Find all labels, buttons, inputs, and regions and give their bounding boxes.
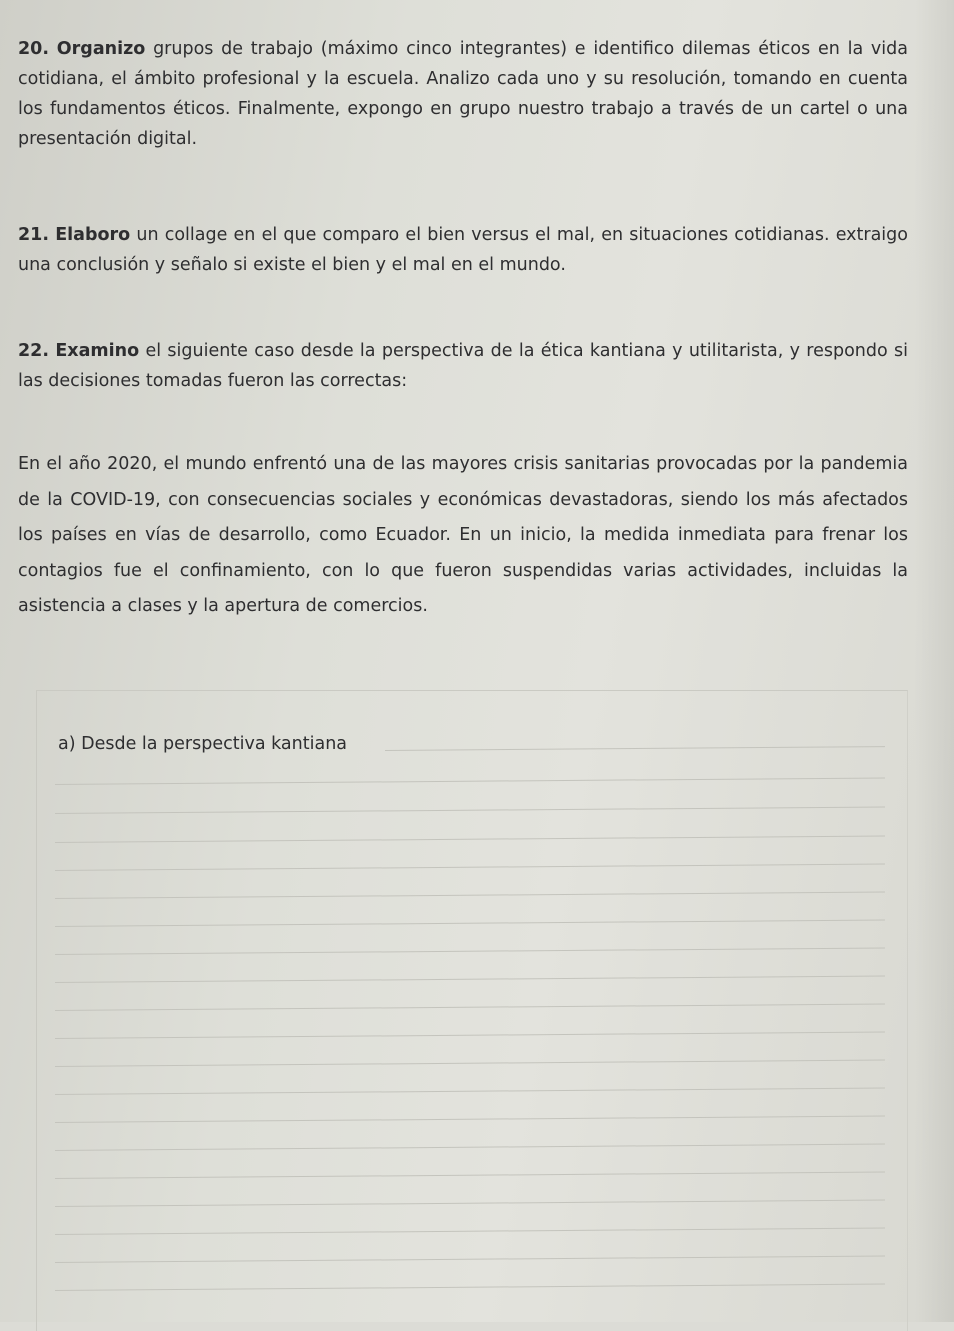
exercise-20 [18,34,908,154]
exercise-20-number: 20. [18,39,50,59]
exercise-20-text: grupos de trabajo (máximo cinco integrantes) e identifico dilemas éticos en la vida cotidiana, el ámbito profesional y la escuela. Analizo cada uno y su resolución, tomando en cuenta los fundamentos éticos. Finalmente, expongo en grupo nuestro trabajo a través de un cartel o una presentación digital. [18,39,908,149]
exercise-22-text: el siguiente caso desde la perspectiva de la ética kantiana y utilitarista, y respondo si las decisiones tomadas fueron las correctas: [18,341,908,391]
case-description: En el año 2020, el mundo enfrentó una de las mayores crisis sanitarias provocadas por la pandemia de la COVID-19, con consecuencias sociales y económicas devastadoras, siendo los más afectados los países en vías de desarrollo, como Ecuador. En un inicio, la medida inmediata para frenar los contagios fue el confinamiento, con lo que fueron suspendidas varias actividades, incluidas la asistencia a clases y la apertura de comercios. [18,454,908,616]
exercise-21-number: 21. [18,225,50,245]
exercise-22-verb: Examino [55,341,140,361]
answer-label-kantian: a) Desde la perspectiva kantiana [58,734,348,754]
exercise-22-number: 22. [18,341,50,361]
exercise-21-text: un collage en el que comparo el bien versus el mal, en situaciones cotidianas. extraigo una conclusión y señalo si existe el bien y el mal en el mundo. [18,225,908,275]
exercise-21 [18,220,908,280]
page-shadow [914,0,954,1322]
exercise-21-verb: Elaboro [55,225,131,245]
exercise-22 [18,336,908,396]
answer-box [36,690,908,1331]
exercise-20-verb: Organizo [56,39,146,59]
